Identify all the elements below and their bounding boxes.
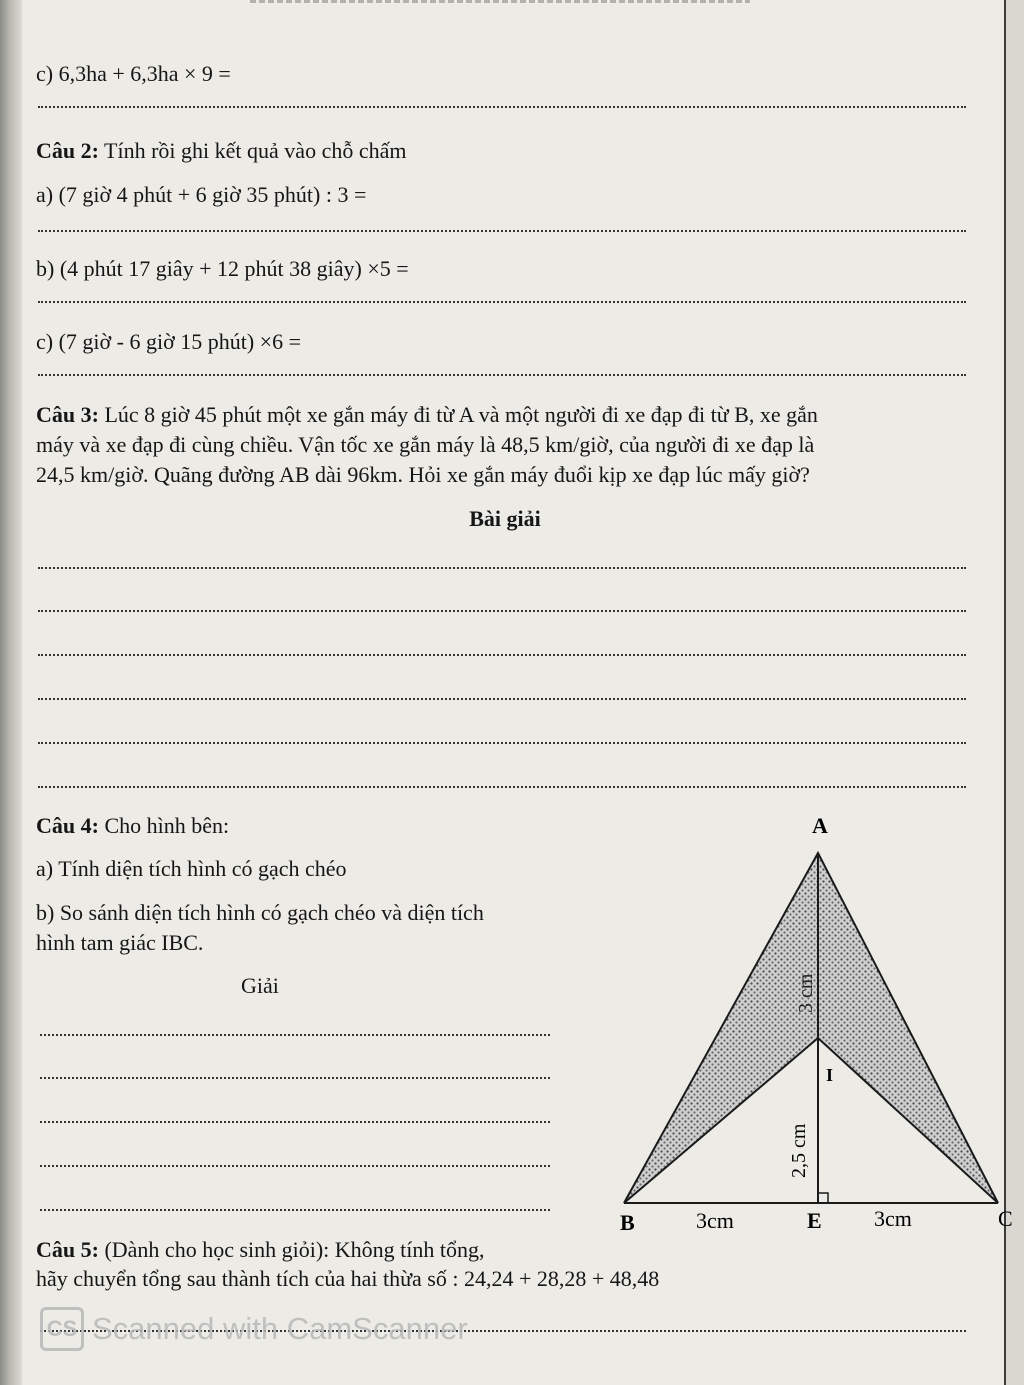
top-dotted-rule bbox=[250, 0, 750, 3]
label-segment-ec: 3cm bbox=[874, 1206, 912, 1231]
q3-solution-heading: Bài giải bbox=[469, 506, 541, 531]
watermark-text: Scanned with CamScanner bbox=[92, 1311, 468, 1346]
answer-line bbox=[40, 1077, 550, 1079]
q5-line1: Câu 5: (Dành cho học sinh giỏi): Không tính tổng, bbox=[36, 1237, 485, 1262]
camscanner-watermark bbox=[40, 1306, 468, 1352]
geometry-figure bbox=[600, 808, 1013, 1238]
answer-line bbox=[38, 786, 966, 788]
answer-line bbox=[40, 1034, 550, 1036]
answer-line bbox=[38, 106, 966, 108]
answer-line bbox=[38, 374, 966, 376]
q5-line2: hãy chuyển tổng sau thành tích của hai thừa số : 24,24 + 28,28 + 48,48 bbox=[36, 1266, 660, 1291]
camscanner-logo-icon: CS bbox=[40, 1307, 84, 1351]
label-segment-ai: 3 cm bbox=[795, 973, 817, 1013]
q4a-text: a) Tính diện tích hình có gạch chéo bbox=[36, 856, 347, 881]
answer-line bbox=[38, 742, 966, 744]
answer-line bbox=[40, 1121, 550, 1123]
shaded-region bbox=[624, 853, 998, 1203]
label-segment-ie: 2,5 cm bbox=[788, 1123, 810, 1178]
label-vertex-i: I bbox=[826, 1065, 834, 1085]
q2a-text: a) (7 giờ 4 phút + 6 giờ 35 phút) : 3 = bbox=[36, 182, 367, 207]
label-vertex-c: C bbox=[998, 1206, 1013, 1231]
answer-line bbox=[38, 654, 966, 656]
q4-solution-heading: Giải bbox=[241, 973, 279, 998]
label-vertex-b: B bbox=[620, 1210, 635, 1235]
q2b-text: b) (4 phút 17 giây + 12 phút 38 giây) ×5 = bbox=[36, 256, 409, 281]
q4-heading: Câu 4: Cho hình bên: bbox=[36, 813, 230, 838]
answer-line bbox=[38, 301, 966, 303]
answer-line bbox=[38, 698, 966, 700]
answer-line bbox=[40, 1165, 550, 1167]
answer-line bbox=[38, 230, 966, 232]
q2c-text: c) (7 giờ - 6 giờ 15 phút) ×6 = bbox=[36, 329, 301, 354]
answer-line bbox=[40, 1209, 550, 1211]
q1c-text: c) 6,3ha + 6,3ha × 9 = bbox=[36, 61, 231, 86]
label-vertex-a: A bbox=[812, 813, 828, 838]
label-vertex-e: E bbox=[807, 1208, 822, 1233]
q3-line2: máy và xe đạp đi cùng chiều. Vận tốc xe gắn máy là 48,5 km/giờ, của người đi xe đạp là bbox=[36, 432, 815, 457]
q4b-line2: hình tam giác IBC. bbox=[36, 930, 204, 955]
page-left-edge bbox=[0, 0, 22, 1385]
q3-line3: 24,5 km/giờ. Quãng đường AB dài 96km. Hỏi xe gắn máy đuổi kịp xe đạp lúc mấy giờ? bbox=[36, 462, 810, 487]
label-segment-be: 3cm bbox=[696, 1208, 734, 1233]
q3-line1: Câu 3: Lúc 8 giờ 45 phút một xe gắn máy đi từ A và một người đi xe đạp đi từ B, xe gắn bbox=[36, 402, 818, 427]
answer-line bbox=[38, 567, 966, 569]
right-angle-mark bbox=[818, 1193, 828, 1203]
answer-line bbox=[38, 610, 966, 612]
q2-heading: Câu 2: Tính rồi ghi kết quả vào chỗ chấm bbox=[36, 138, 407, 163]
q4b-line1: b) So sánh diện tích hình có gạch chéo và diện tích bbox=[36, 900, 484, 925]
